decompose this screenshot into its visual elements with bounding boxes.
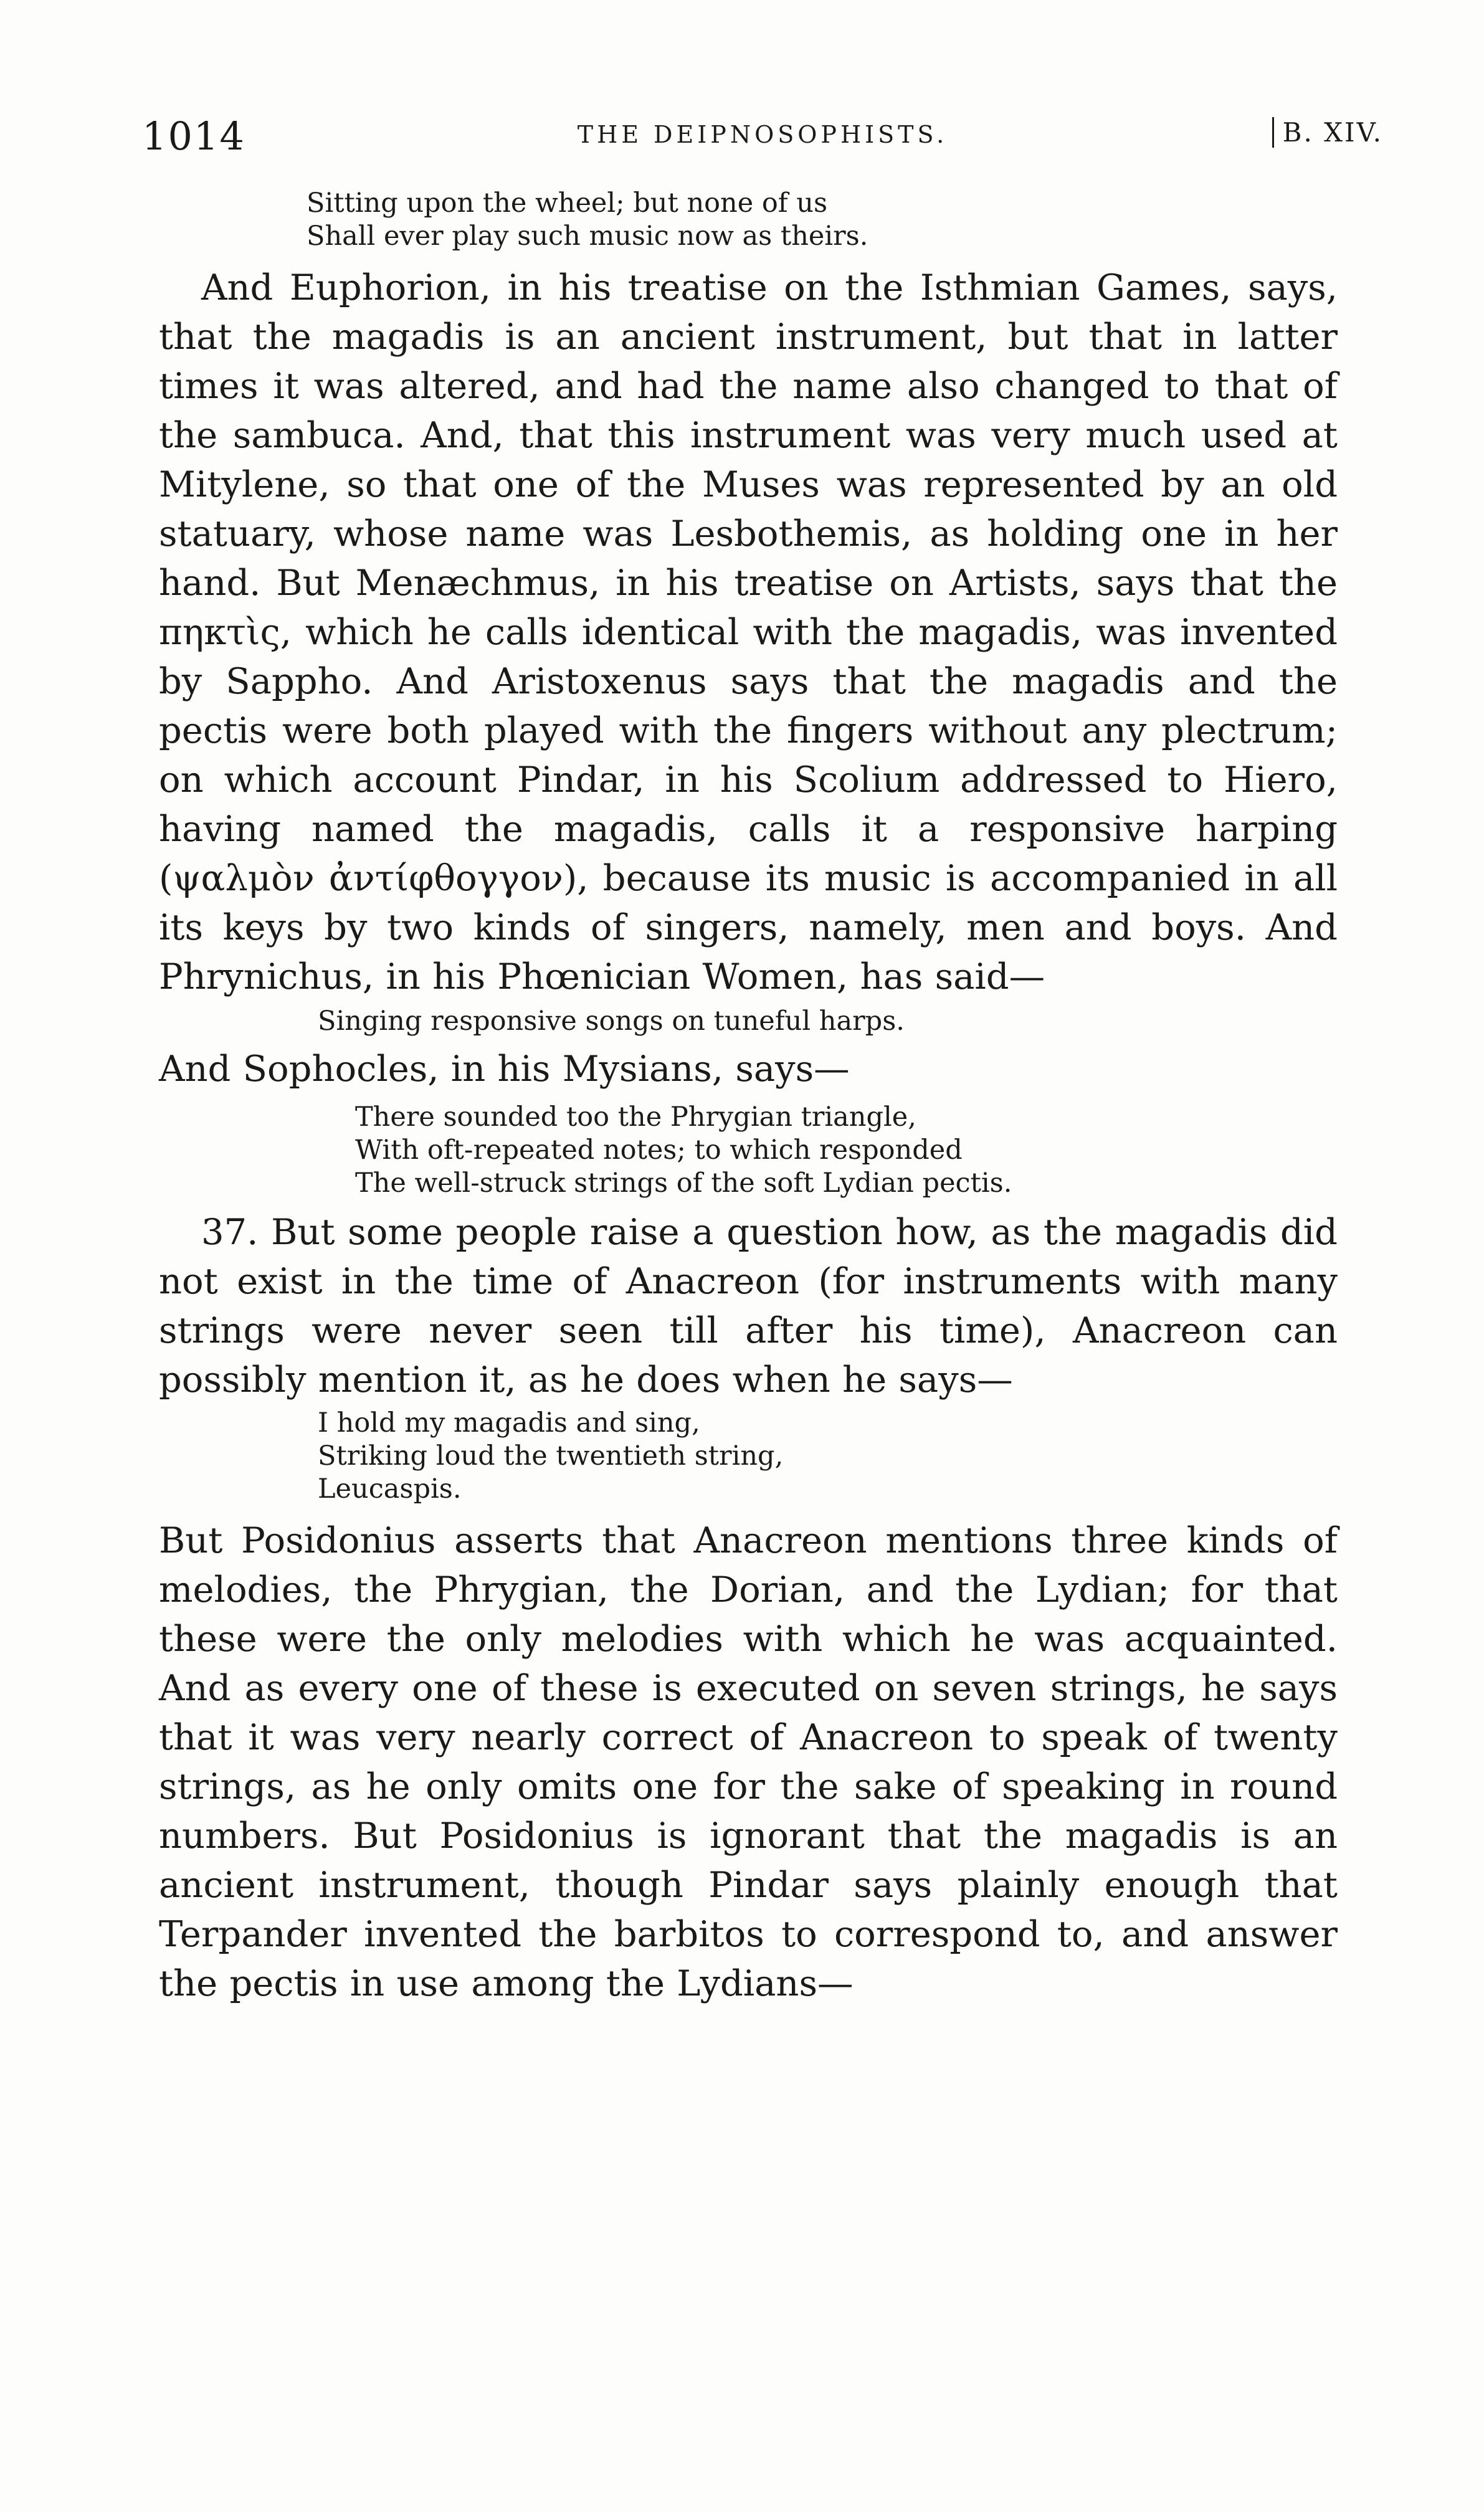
paragraph-sophocles: And Sophocles, in his Mysians, says— bbox=[159, 1048, 850, 1090]
verse-line: I hold my magadis and sing, bbox=[318, 1407, 700, 1439]
verse-quote-sophocles bbox=[355, 1101, 1338, 1200]
verse-line: Shall ever play such music now as theirs. bbox=[307, 221, 868, 252]
body-text bbox=[159, 187, 1338, 2008]
running-title: THE DEIPNOSOPHISTS. bbox=[577, 121, 948, 148]
verse-line: There sounded too the Phrygian triangle, bbox=[355, 1101, 916, 1133]
verse-quote-anacreon bbox=[318, 1407, 1338, 1506]
book-reference: B. XIV. bbox=[1272, 117, 1383, 148]
paragraph-euphorion: And Euphorion, in his treatise on the Isthmian Games, says, that the magadis is an ancient instrument, but that in latter times it was altered, and had the name also changed to that of the sambuca. And, that this instrument was very much used at Mitylene, so that one of the Muses was represented by an old statuary, whose name was Lesbothemis, as holding one in her hand. But Menæchmus, in his treatise on Artists, says that the πηκτὶς, which he calls identical with the magadis, was invented by Sappho. And Aristoxenus says that the magadis and the pectis were both played with the fingers without any plectrum; on which account Pindar, in his Scolium addressed to Hiero, having named the magadis, calls it a responsive harping (ψαλμὸν ἀντίφθογγον), because its music is accompanied in all its keys by two kinds of singers, namely, men and boys. And Phrynichus, in his Phœnician Women, has said— bbox=[159, 267, 1338, 997]
verse-quote-phrynichus bbox=[318, 1005, 1338, 1038]
verse-line: Leucaspis. bbox=[318, 1473, 462, 1505]
verse-line: The well-struck strings of the soft Lydian pectis. bbox=[355, 1168, 1012, 1199]
verse-line: With oft-repeated notes; to which responded bbox=[355, 1135, 963, 1166]
paragraph-section-37: 37. But some people raise a question how, as the magadis did not exist in the time of Anacreon (for instruments with many strings were never seen till after his time), Anacreon can possibly mention it, as he does when he says— bbox=[159, 1211, 1338, 1401]
paragraph-posidonius: But Posidonius asserts that Anacreon mentions three kinds of melodies, the Phrygian, the Dorian, and the Lydian; for that these were the only melodies with which he was acquainted. And as every one of these is executed on seven strings, he says that it was very nearly correct of Anacreon to speak of twenty strings, as he only omits one for the sake of speaking in round numbers. But Posidonius is ignorant that the magadis is an ancient instrument, though Pindar says plainly enough that Terpander invented the barbitos to correspond to, and answer the pectis in use among the Lydians— bbox=[159, 1520, 1338, 2004]
verse-line: Striking loud the twentieth string, bbox=[318, 1440, 784, 1472]
verse-line: Sitting upon the wheel; but none of us bbox=[307, 188, 828, 219]
verse-quote-wheel bbox=[307, 187, 1338, 253]
verse-line: Singing responsive songs on tuneful harps. bbox=[318, 1006, 905, 1037]
page-header bbox=[142, 113, 1383, 163]
page-number: 1014 bbox=[142, 113, 245, 159]
